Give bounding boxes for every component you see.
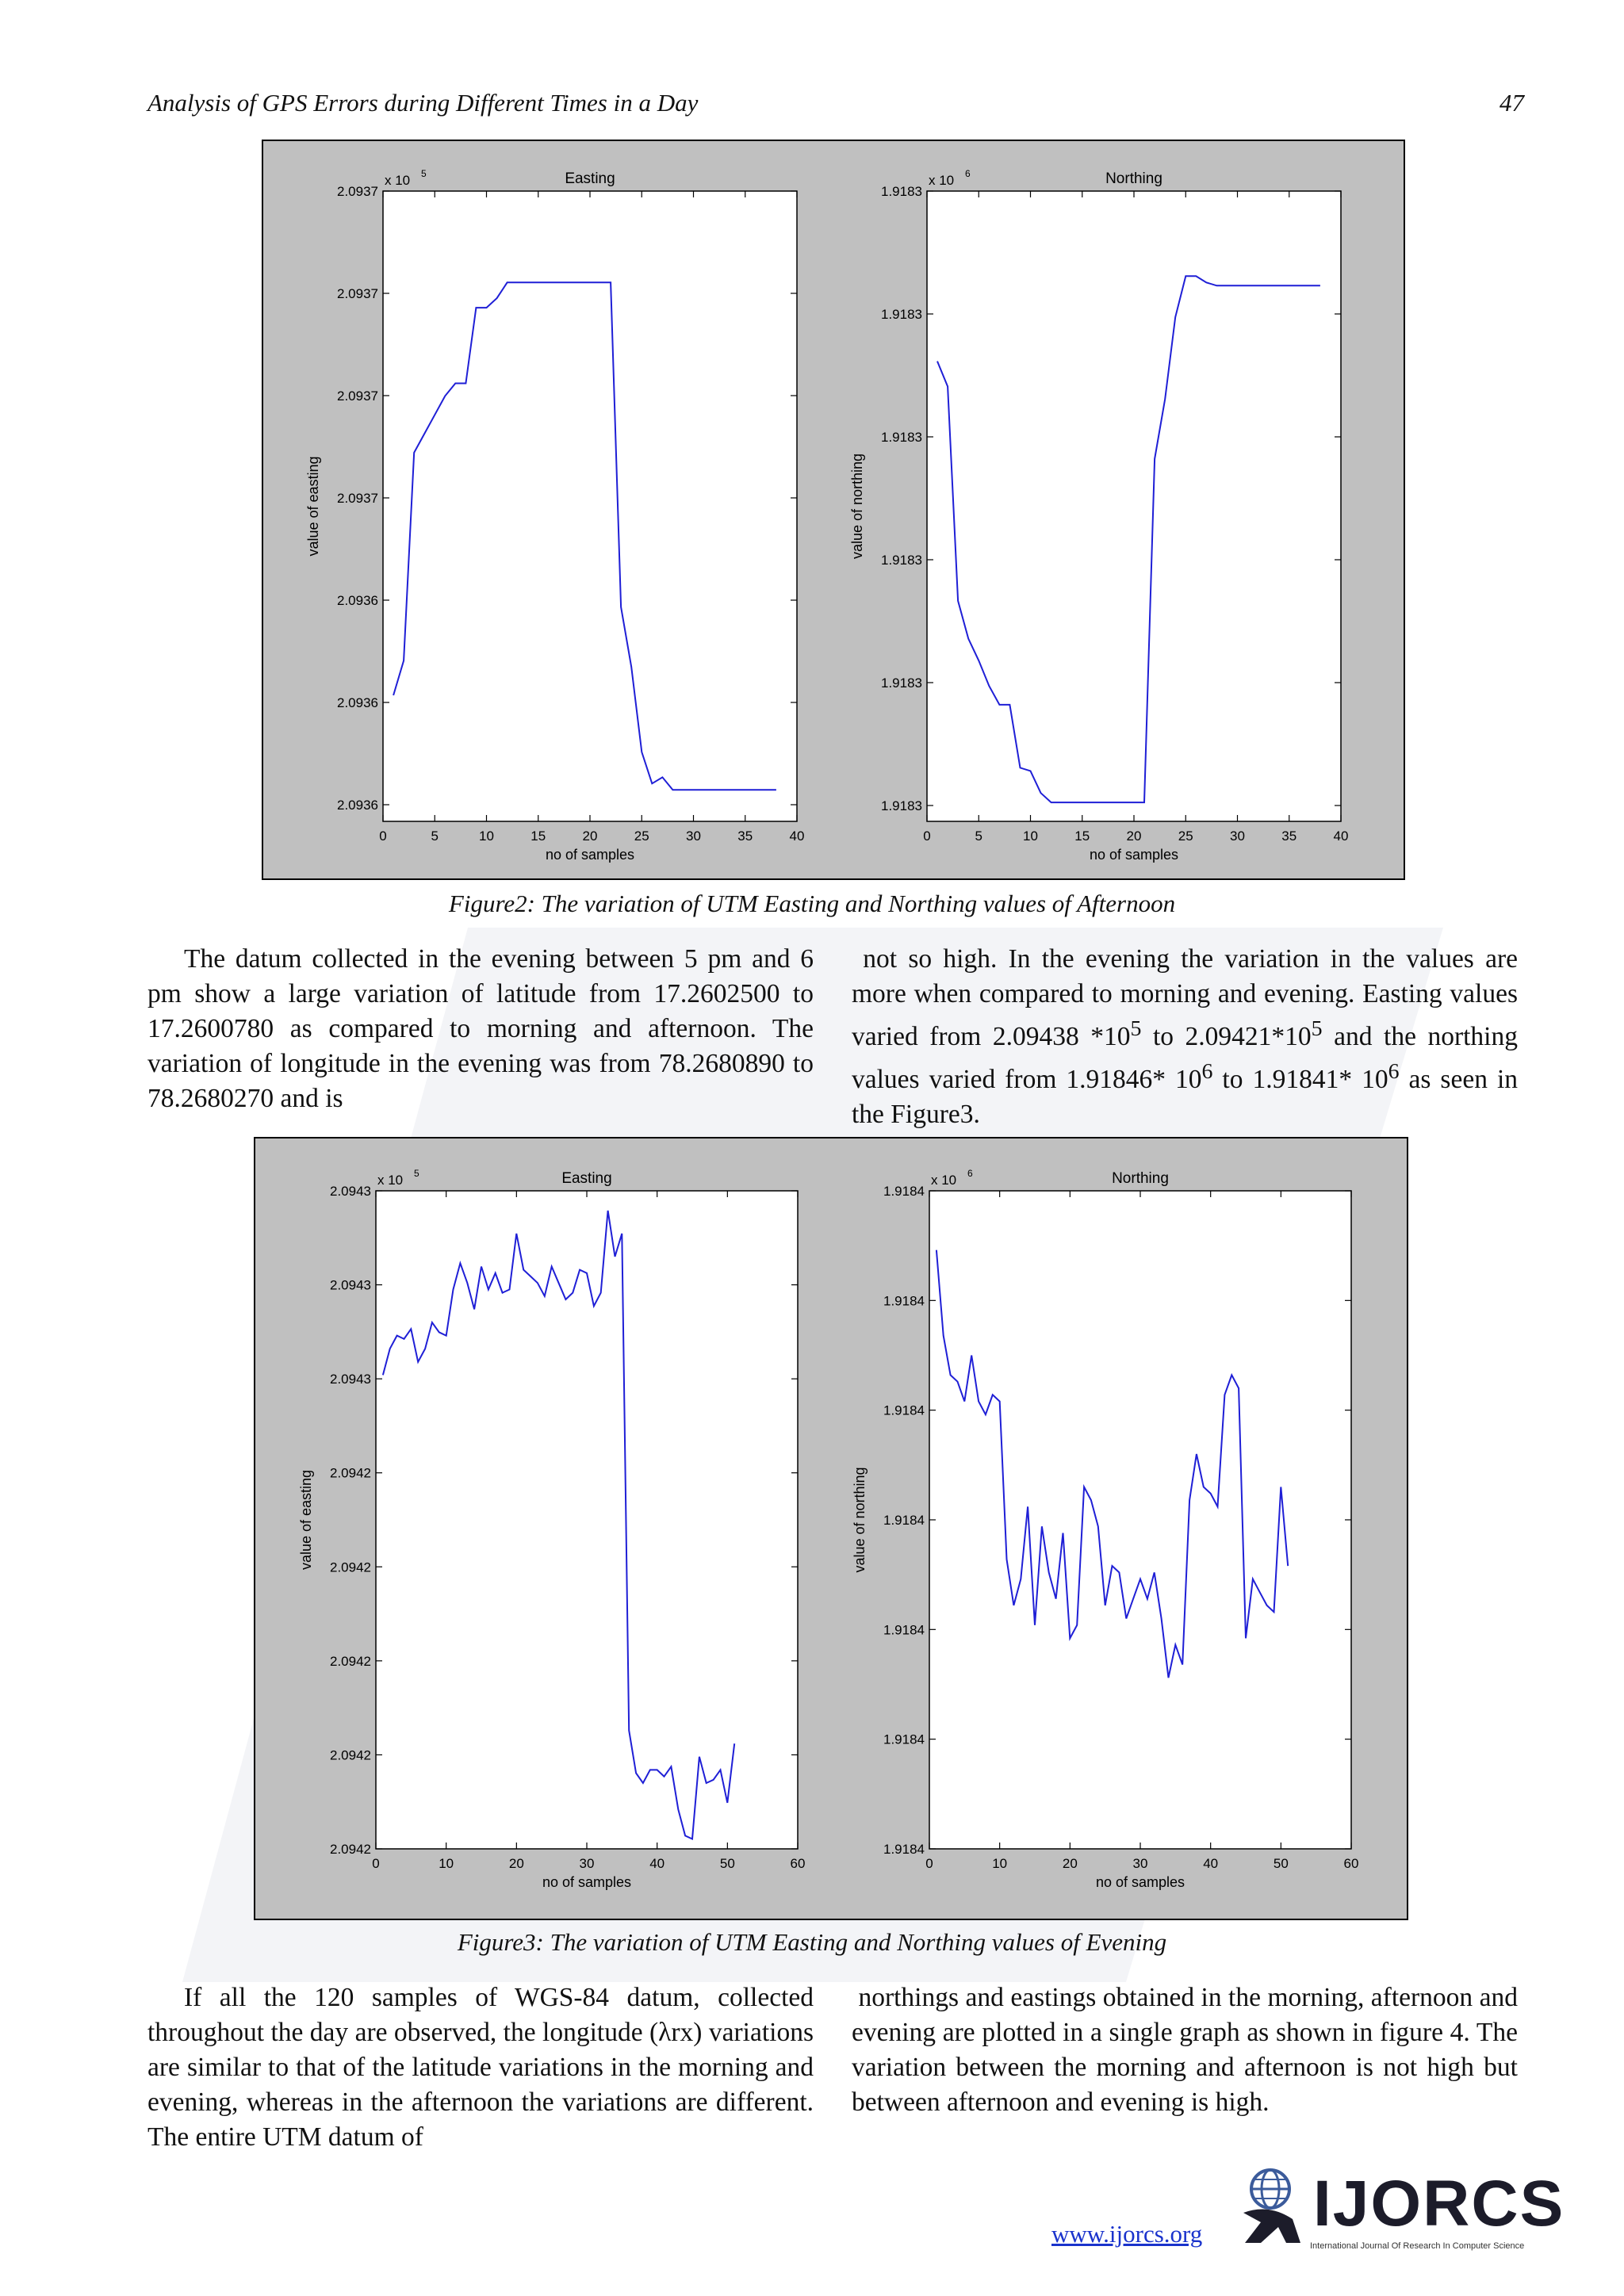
y-tick-label: 2.0936 — [337, 695, 378, 710]
text-run: northings and eastings obtained in the morning, afternoon and evening are plotted in a single graph as shown in figure 4. The variation between the morning and afternoon is not high but between afternoon and evening is high. — [852, 1983, 1519, 2117]
journal-website-link[interactable]: www.ijorcs.org — [1051, 2220, 1203, 2248]
exponent-label: x 10 — [377, 1173, 404, 1188]
x-tick-label: 60 — [790, 1856, 806, 1871]
logo-tagline: International Journal Of Research In Computer Science — [1310, 2241, 1525, 2251]
exponent-label: x 10 — [385, 173, 411, 188]
ijorcs-logo — [1237, 2160, 1565, 2260]
exponent-power: 6 — [967, 1168, 973, 1179]
superscript: 6 — [1201, 1059, 1213, 1085]
x-tick-label: 25 — [634, 828, 649, 844]
figure2-frame — [262, 140, 1405, 880]
exponent-label: x 10 — [929, 173, 955, 188]
fig3-northing-panel — [852, 1168, 1358, 1890]
y-tick-label: 2.0942 — [330, 1465, 371, 1481]
page-number: 47 — [1500, 89, 1524, 117]
paragraph1-left — [147, 942, 814, 1116]
exponent-power: 6 — [965, 168, 971, 179]
y-tick-label: 2.0943 — [330, 1372, 371, 1387]
text-run: to 1.91841* 10 — [1212, 1065, 1388, 1095]
superscript: 5 — [1130, 1016, 1142, 1041]
text-run: as seen in the Figure3. — [852, 1065, 1518, 1130]
superscript: 5 — [1311, 1016, 1323, 1041]
x-tick-label: 40 — [1203, 1856, 1219, 1871]
y-tick-label: 1.9184 — [883, 1293, 925, 1309]
x-tick-label: 30 — [1230, 828, 1245, 844]
x-tick-label: 20 — [508, 1856, 524, 1871]
y-tick-label: 1.9184 — [883, 1622, 925, 1638]
y-axis-label: value of easting — [305, 456, 321, 557]
x-axis-label: no of samples — [1095, 1874, 1185, 1890]
y-tick-label: 1.9183 — [881, 184, 922, 199]
paragraph2-right — [852, 1980, 1518, 2120]
paragraph2-left — [147, 1980, 814, 2155]
text-run: to 2.09421*10 — [1141, 1022, 1312, 1052]
y-tick-label: 2.0942 — [330, 1559, 371, 1575]
plot-area — [383, 191, 797, 821]
x-tick-label: 0 — [925, 1856, 933, 1871]
panel-title: Easting — [561, 1170, 612, 1187]
y-axis-label: value of northing — [849, 453, 865, 560]
x-tick-label: 5 — [975, 828, 982, 844]
x-tick-label: 20 — [582, 828, 598, 844]
y-tick-label: 2.0937 — [337, 184, 378, 199]
globe-icon — [1237, 2164, 1313, 2251]
x-axis-label: no of samples — [1089, 847, 1179, 863]
x-tick-label: 35 — [1281, 828, 1297, 844]
y-tick-label: 2.0937 — [337, 286, 378, 301]
y-tick-label: 1.9184 — [883, 1512, 925, 1528]
y-axis-label: value of northing — [852, 1467, 868, 1573]
x-tick-label: 25 — [1178, 828, 1193, 844]
paragraph1-right-text — [852, 942, 1518, 1132]
y-axis-label: value of easting — [298, 1469, 314, 1571]
y-tick-label: 1.9183 — [881, 798, 922, 813]
y-tick-label: 1.9183 — [881, 430, 922, 445]
paragraph2-right-text — [852, 1980, 1518, 2120]
x-tick-label: 10 — [439, 1856, 454, 1871]
figure3-caption: Figure3: The variation of UTM Easting and Northing values of Evening — [457, 1928, 1167, 1956]
y-tick-label: 1.9184 — [883, 1402, 925, 1418]
x-tick-label: 20 — [1062, 1856, 1078, 1871]
fig2-easting-panel — [305, 168, 804, 863]
x-tick-label: 40 — [1333, 828, 1349, 844]
panel-title: Northing — [1112, 1170, 1169, 1187]
y-tick-label: 2.0936 — [337, 593, 378, 608]
y-tick-label: 2.0937 — [337, 491, 378, 506]
y-tick-label: 2.0942 — [330, 1841, 371, 1857]
panel-title: Easting — [565, 170, 615, 187]
x-tick-label: 0 — [379, 828, 387, 844]
y-tick-label: 2.0937 — [337, 388, 378, 404]
text-run: not so high. In the evening the variation in the values are more when compared to morning and evening. Easting values varied from 2.09438 *10 — [852, 944, 1518, 1052]
logo-brand: IJORCS — [1313, 2168, 1565, 2240]
x-tick-label: 30 — [686, 828, 701, 844]
plot-area — [929, 1191, 1351, 1849]
y-tick-label: 2.0942 — [330, 1653, 371, 1669]
page-header — [147, 89, 1524, 124]
x-tick-label: 60 — [1343, 1856, 1359, 1871]
exponent-label: x 10 — [931, 1173, 957, 1188]
x-axis-label: no of samples — [545, 847, 635, 863]
x-tick-label: 0 — [923, 828, 931, 844]
exponent-power: 5 — [421, 168, 427, 179]
paragraph1-left-text: The datum collected in the evening between 5 pm and 6 pm show a large variation of latitude from 17.2602500 to 17.2600780 as compared to morning and afternoon. The variation of longitude in the evening was from 78.2680890 to 78.2680270 and is — [147, 944, 814, 1113]
x-tick-label: 10 — [992, 1856, 1008, 1871]
figure2-plots — [263, 141, 1404, 878]
x-tick-label: 50 — [719, 1856, 735, 1871]
y-tick-label: 2.0936 — [337, 798, 378, 813]
paragraph1-right — [852, 942, 1518, 1132]
y-tick-label: 2.0943 — [330, 1184, 371, 1199]
x-tick-label: 0 — [372, 1856, 380, 1871]
fig2-northing-panel — [849, 168, 1348, 863]
x-tick-label: 40 — [789, 828, 805, 844]
y-tick-label: 2.0943 — [330, 1277, 371, 1293]
x-tick-label: 30 — [1132, 1856, 1148, 1871]
paragraph2-left-text: If all the 120 samples of WGS-84 datum, collected throughout the day are observed, the longitude (λrx) variations are similar to that of the latitude variations in the morning and evening, whereas in the afternoon the variations are different. The entire UTM datum of — [147, 1983, 814, 2152]
superscript: 6 — [1388, 1059, 1400, 1085]
x-tick-label: 10 — [1023, 828, 1038, 844]
x-tick-label: 15 — [530, 828, 546, 844]
y-tick-label: 1.9184 — [883, 1841, 925, 1857]
x-tick-label: 50 — [1273, 1856, 1289, 1871]
y-tick-label: 1.9183 — [881, 675, 922, 691]
exponent-power: 5 — [414, 1168, 419, 1179]
x-tick-label: 15 — [1074, 828, 1090, 844]
figure2-caption: Figure2: The variation of UTM Easting and Northing values of Afternoon — [448, 890, 1176, 917]
y-tick-label: 1.9183 — [881, 553, 922, 568]
fig3-easting-panel — [298, 1168, 805, 1890]
y-tick-label: 1.9183 — [881, 307, 922, 322]
x-tick-label: 35 — [737, 828, 753, 844]
running-title: Analysis of GPS Errors during Different Times in a Day — [147, 89, 699, 117]
x-axis-label: no of samples — [542, 1874, 632, 1890]
x-tick-label: 40 — [649, 1856, 665, 1871]
figure3-plots — [255, 1138, 1407, 1919]
panel-title: Northing — [1105, 170, 1162, 187]
text-run: and the northing values varied from 1.91846* 10 — [852, 1022, 1518, 1095]
x-tick-label: 30 — [579, 1856, 595, 1871]
figure3-frame — [254, 1137, 1408, 1920]
x-tick-label: 10 — [479, 828, 494, 844]
y-tick-label: 2.0942 — [330, 1747, 371, 1763]
x-tick-label: 5 — [431, 828, 439, 844]
y-tick-label: 1.9184 — [883, 1184, 925, 1199]
x-tick-label: 20 — [1126, 828, 1142, 844]
y-tick-label: 1.9184 — [883, 1732, 925, 1747]
